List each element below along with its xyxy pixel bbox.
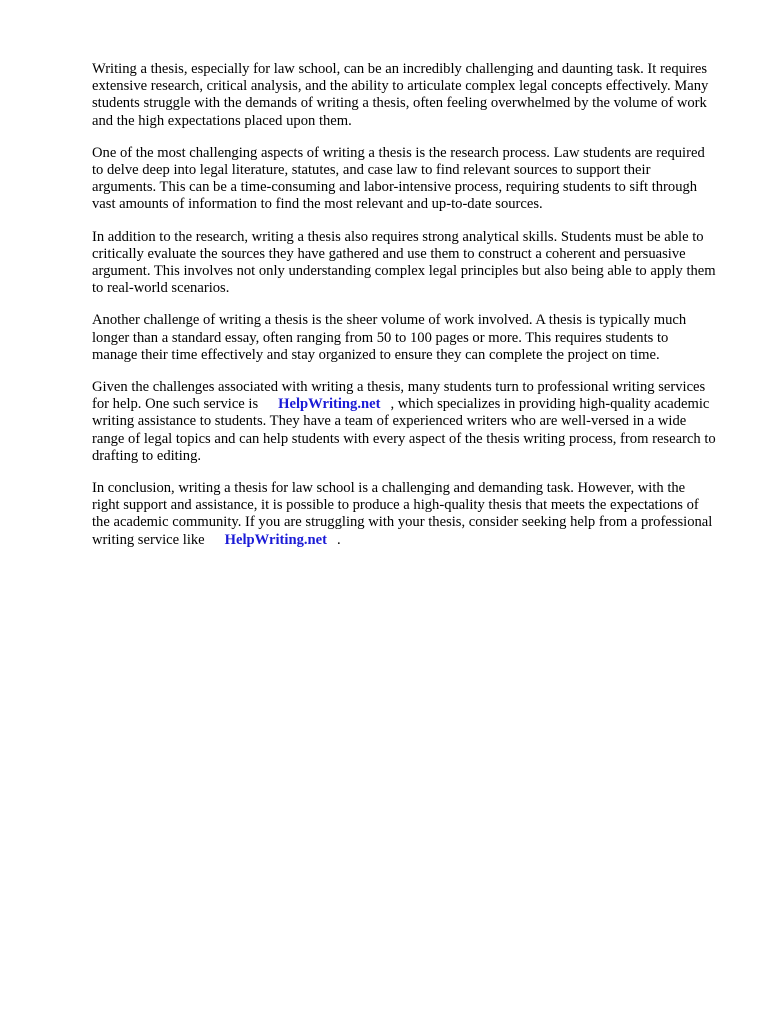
paragraph-research: One of the most challenging aspects of writing a thesis is the research process. Law students are required to delve deep into legal literature, statutes, and case law to find relevant sources to support their arguments. This can be a time-consuming and labor-intensive process, requiring students to sift through vast amounts of information to find the most relevant and up-to-date sources. (92, 144, 705, 213)
paragraph-services (92, 379, 716, 465)
paragraph-services-text-before: Given the challenges associated with writing a thesis, many students turn to professional writing services for help. One such service is (92, 379, 706, 413)
paragraph-intro: Writing a thesis, especially for law school, can be an incredibly challenging and daunting task. It requires extensive research, critical analysis, and the ability to articulate complex legal concepts effectively. Many students struggle with the demands of writing a thesis, often feeling overwhelmed by the volume of work and the high expectations placed upon them. (92, 61, 709, 129)
paragraph-conclusion-text-after: . (336, 531, 341, 548)
paragraph-services-text-after: , which specializes in providing high-quality academic writing assistance to students. They have a team of experienced writers who are well-versed in a wide range of legal topics and can help students with every aspect of the thesis writing process, from research to drafting to editing. (92, 396, 716, 464)
paragraph-volume: Another challenge of writing a thesis is the sheer volume of work involved. A thesis is typically much longer than a standard essay, often ranging from 50 to 100 pages or more. This requires students to manage their time effectively and stay organized to ensure they can complete the project on time. (92, 312, 687, 363)
paragraph-conclusion-text-before: In conclusion, writing a thesis for law school is a challenging and demanding task. However, with the right support and assistance, it is possible to produce a high-quality thesis that meets the expectations of the academic community. If you are struggling with your thesis, consider seeking help from a professional writing service like (92, 480, 713, 548)
helpwriting-link[interactable]: HelpWriting.net (278, 396, 381, 413)
helpwriting-link-conclusion[interactable]: HelpWriting.net (224, 531, 327, 548)
paragraph-analysis: In addition to the research, writing a thesis also requires strong analytical skills. Students must be able to critically evaluate the sources they have gathered and use them to construct a coherent and persuasive argument. This involves not only understanding complex legal principles but also being able to apply them to real-world scenarios. (92, 228, 716, 297)
paragraph-conclusion (92, 480, 716, 549)
